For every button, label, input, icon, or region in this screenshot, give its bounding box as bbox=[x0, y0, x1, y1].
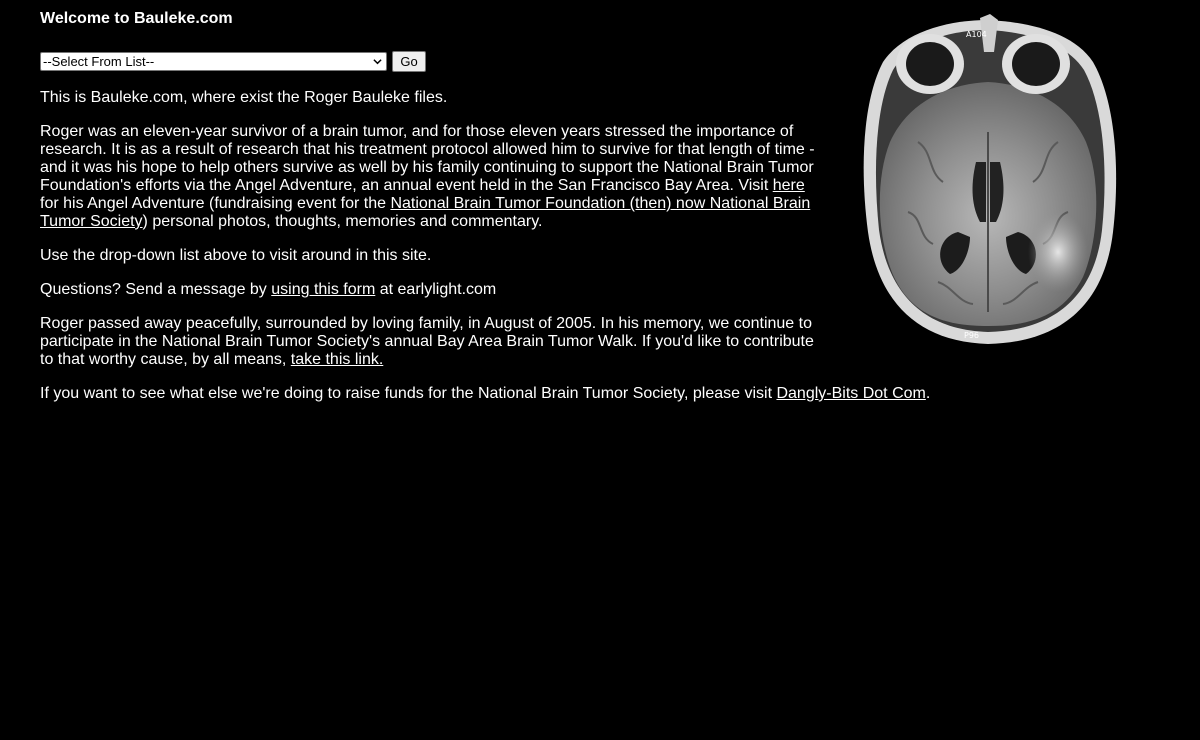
dropdown-hint-paragraph: Use the drop-down list above to visit around in this site. bbox=[40, 247, 432, 264]
site-select-dropdown[interactable] bbox=[40, 52, 387, 71]
scan-label-top: A104 bbox=[966, 30, 987, 39]
angel-adventure-link[interactable]: here bbox=[772, 177, 805, 194]
memorial-paragraph bbox=[40, 315, 820, 369]
intro-paragraph: This is Bauleke.com, where exist the Roger Bauleke files. bbox=[40, 89, 448, 106]
contact-form-link[interactable]: using this form bbox=[271, 281, 376, 298]
fundraising-text-part-2: . bbox=[925, 385, 931, 402]
about-text-part-2: for his Angel Adventure (fundraising event for the bbox=[40, 195, 391, 212]
fundraising-paragraph bbox=[40, 385, 1160, 403]
about-text-part-3: ) personal photos, thoughts, memories and commentary. bbox=[142, 213, 543, 230]
memorial-text: Roger passed away peacefully, surrounded by loving family, in August of 2005. In his memory, we continue to participate in the National Brain Tumor Society's annual Bay Area Brain Tumor Walk. If you'd like to contribute to that worthy cause, by all means, bbox=[40, 315, 814, 368]
go-button[interactable]: Go bbox=[392, 51, 426, 72]
scan-label-bottom: P96 bbox=[964, 331, 980, 340]
site-select-value: --Select From List-- bbox=[43, 53, 155, 69]
brain-mri-image bbox=[858, 12, 1118, 357]
questions-text-part-2: at earlylight.com bbox=[375, 281, 497, 298]
dangly-bits-link[interactable]: Dangly-Bits Dot Com bbox=[776, 385, 926, 402]
about-roger-paragraph bbox=[40, 123, 820, 231]
nbts-link[interactable]: National Brain Tumor Foundation (then) now National Brain Tumor Society bbox=[40, 195, 811, 230]
questions-paragraph bbox=[40, 281, 820, 299]
page-title: Welcome to Bauleke.com bbox=[40, 10, 233, 27]
about-text-part-1: Roger was an eleven-year survivor of a brain tumor, and for those eleven years stressed the importance of research. It is as a result of research that his treatment protocol allowed him to survive for that length of time - and it was his hope to help others survive as well by his family continuing to support the National Brain Tumor Foundation's efforts via the Angel Adventure, an annual event held in the San Francisco Bay Area. Visit bbox=[40, 123, 815, 194]
questions-text-part-1: Questions? Send a message by bbox=[40, 281, 272, 298]
chevron-down-icon bbox=[373, 57, 382, 66]
fundraising-text-part-1: If you want to see what else we're doing to raise funds for the National Brain Tumor Society, please visit bbox=[40, 385, 777, 402]
contribute-link[interactable]: take this link. bbox=[290, 351, 384, 368]
